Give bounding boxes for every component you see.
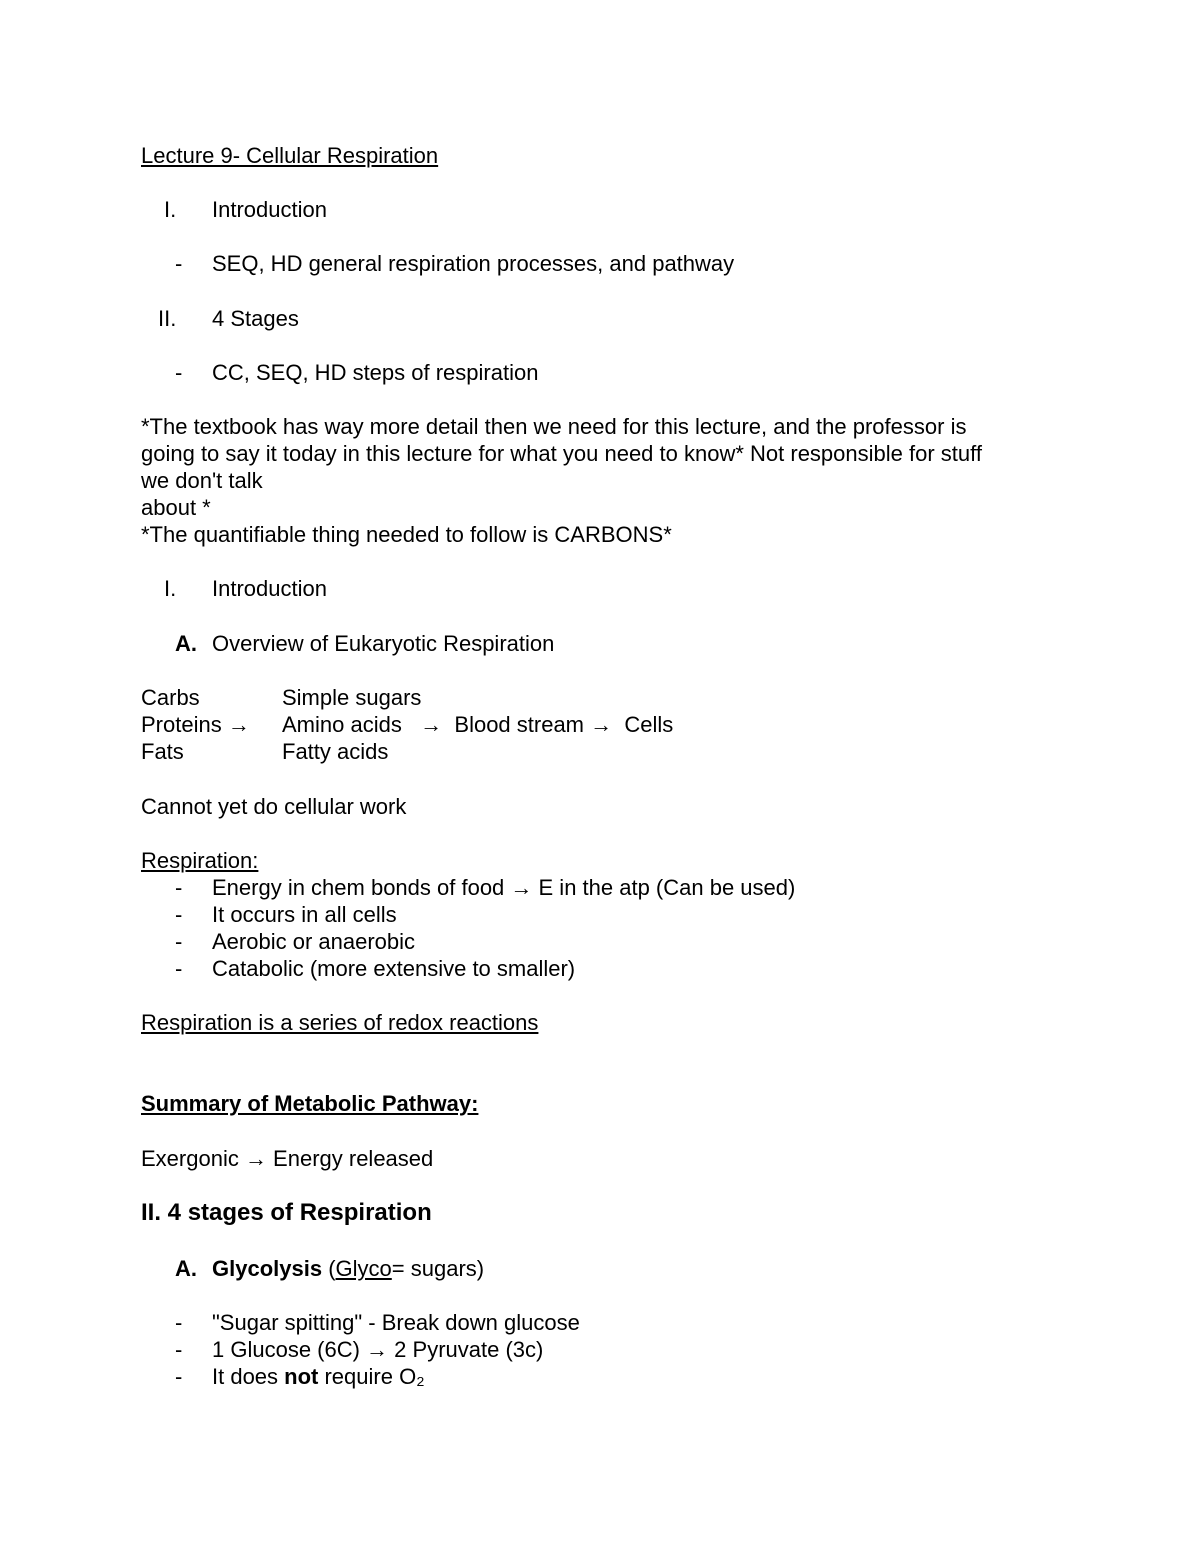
subsection-marker: A. [175,631,197,656]
glycolysis-term: Glycolysis [212,1256,323,1281]
list-text: 1 Glucose (6C) → 2 Pyruvate (3c) [212,1337,544,1362]
list-text: Aerobic or anaerobic [212,929,416,954]
cannot-text: Cannot yet do cellular work [141,794,407,819]
glycolysis-title [212,1255,484,1282]
list-text: Catabolic (more extensive to smaller) [212,956,576,981]
outline-marker: - [175,360,183,385]
list-text [212,1363,425,1390]
note-line: *The quantifiable thing needed to follow is CARBONS* [141,522,672,547]
respiration-label: Respiration: [141,848,259,873]
list-dash: - [175,902,183,927]
exergonic-text: Exergonic → Energy released [141,1146,434,1171]
outline-text: 4 Stages [212,306,299,331]
pathway-row [141,684,422,711]
pathway-source: Carbs [141,685,200,710]
stages-heading: II. 4 stages of Respiration [141,1199,432,1226]
section-title: Introduction [212,576,327,601]
paren-open: ( [322,1256,336,1281]
list-dash: - [175,1337,183,1362]
text-suffix: require O₂ [318,1364,425,1389]
list-text: Energy in chem bonds of food → E in the atp (Can be used) [212,875,796,900]
glyco-definition: = sugars) [391,1256,485,1281]
list-dash: - [175,956,183,981]
list-dash: - [175,1310,183,1335]
outline-marker: I. [164,197,177,222]
subsection-title: Overview of Eukaryotic Respiration [212,631,555,656]
text-prefix: It does [212,1364,285,1389]
outline-marker: - [175,251,183,276]
list-text: "Sugar spitting" - Break down glucose [212,1310,580,1335]
list-text: It occurs in all cells [212,902,397,927]
pathway-row [141,738,389,765]
text-emphasis: not [284,1364,319,1389]
subsection-marker: A. [175,1256,197,1281]
list-dash: - [175,929,183,954]
note-line: we don't talk [141,468,263,493]
note-line: going to say it today in this lecture for what you need to know* Not responsible for stuff [141,441,982,466]
pathway-product: Amino acids → Blood stream → Cells [282,712,674,737]
list-dash: - [175,875,183,900]
outline-text: CC, SEQ, HD steps of respiration [212,360,539,385]
section-marker: I. [164,576,177,601]
outline-marker: II. [158,306,177,331]
outline-text: SEQ, HD general respiration processes, and pathway [212,251,735,276]
outline-text: Introduction [212,197,327,222]
summary-heading: Summary of Metabolic Pathway: [141,1091,479,1116]
page-title: Lecture 9- Cellular Respiration [141,143,439,168]
pathway-product: Simple sugars [282,685,422,710]
note-line: *The textbook has way more detail then we need for this lecture, and the professor is [141,414,967,439]
pathway-source: Fats [141,739,184,764]
pathway-source: Proteins → [141,712,250,737]
pathway-row [141,711,674,738]
list-dash: - [175,1364,183,1389]
note-line: about * [141,495,211,520]
pathway-product: Fatty acids [282,739,389,764]
glyco-term: Glyco [335,1256,392,1281]
redox-statement: Respiration is a series of redox reactions [141,1010,539,1035]
